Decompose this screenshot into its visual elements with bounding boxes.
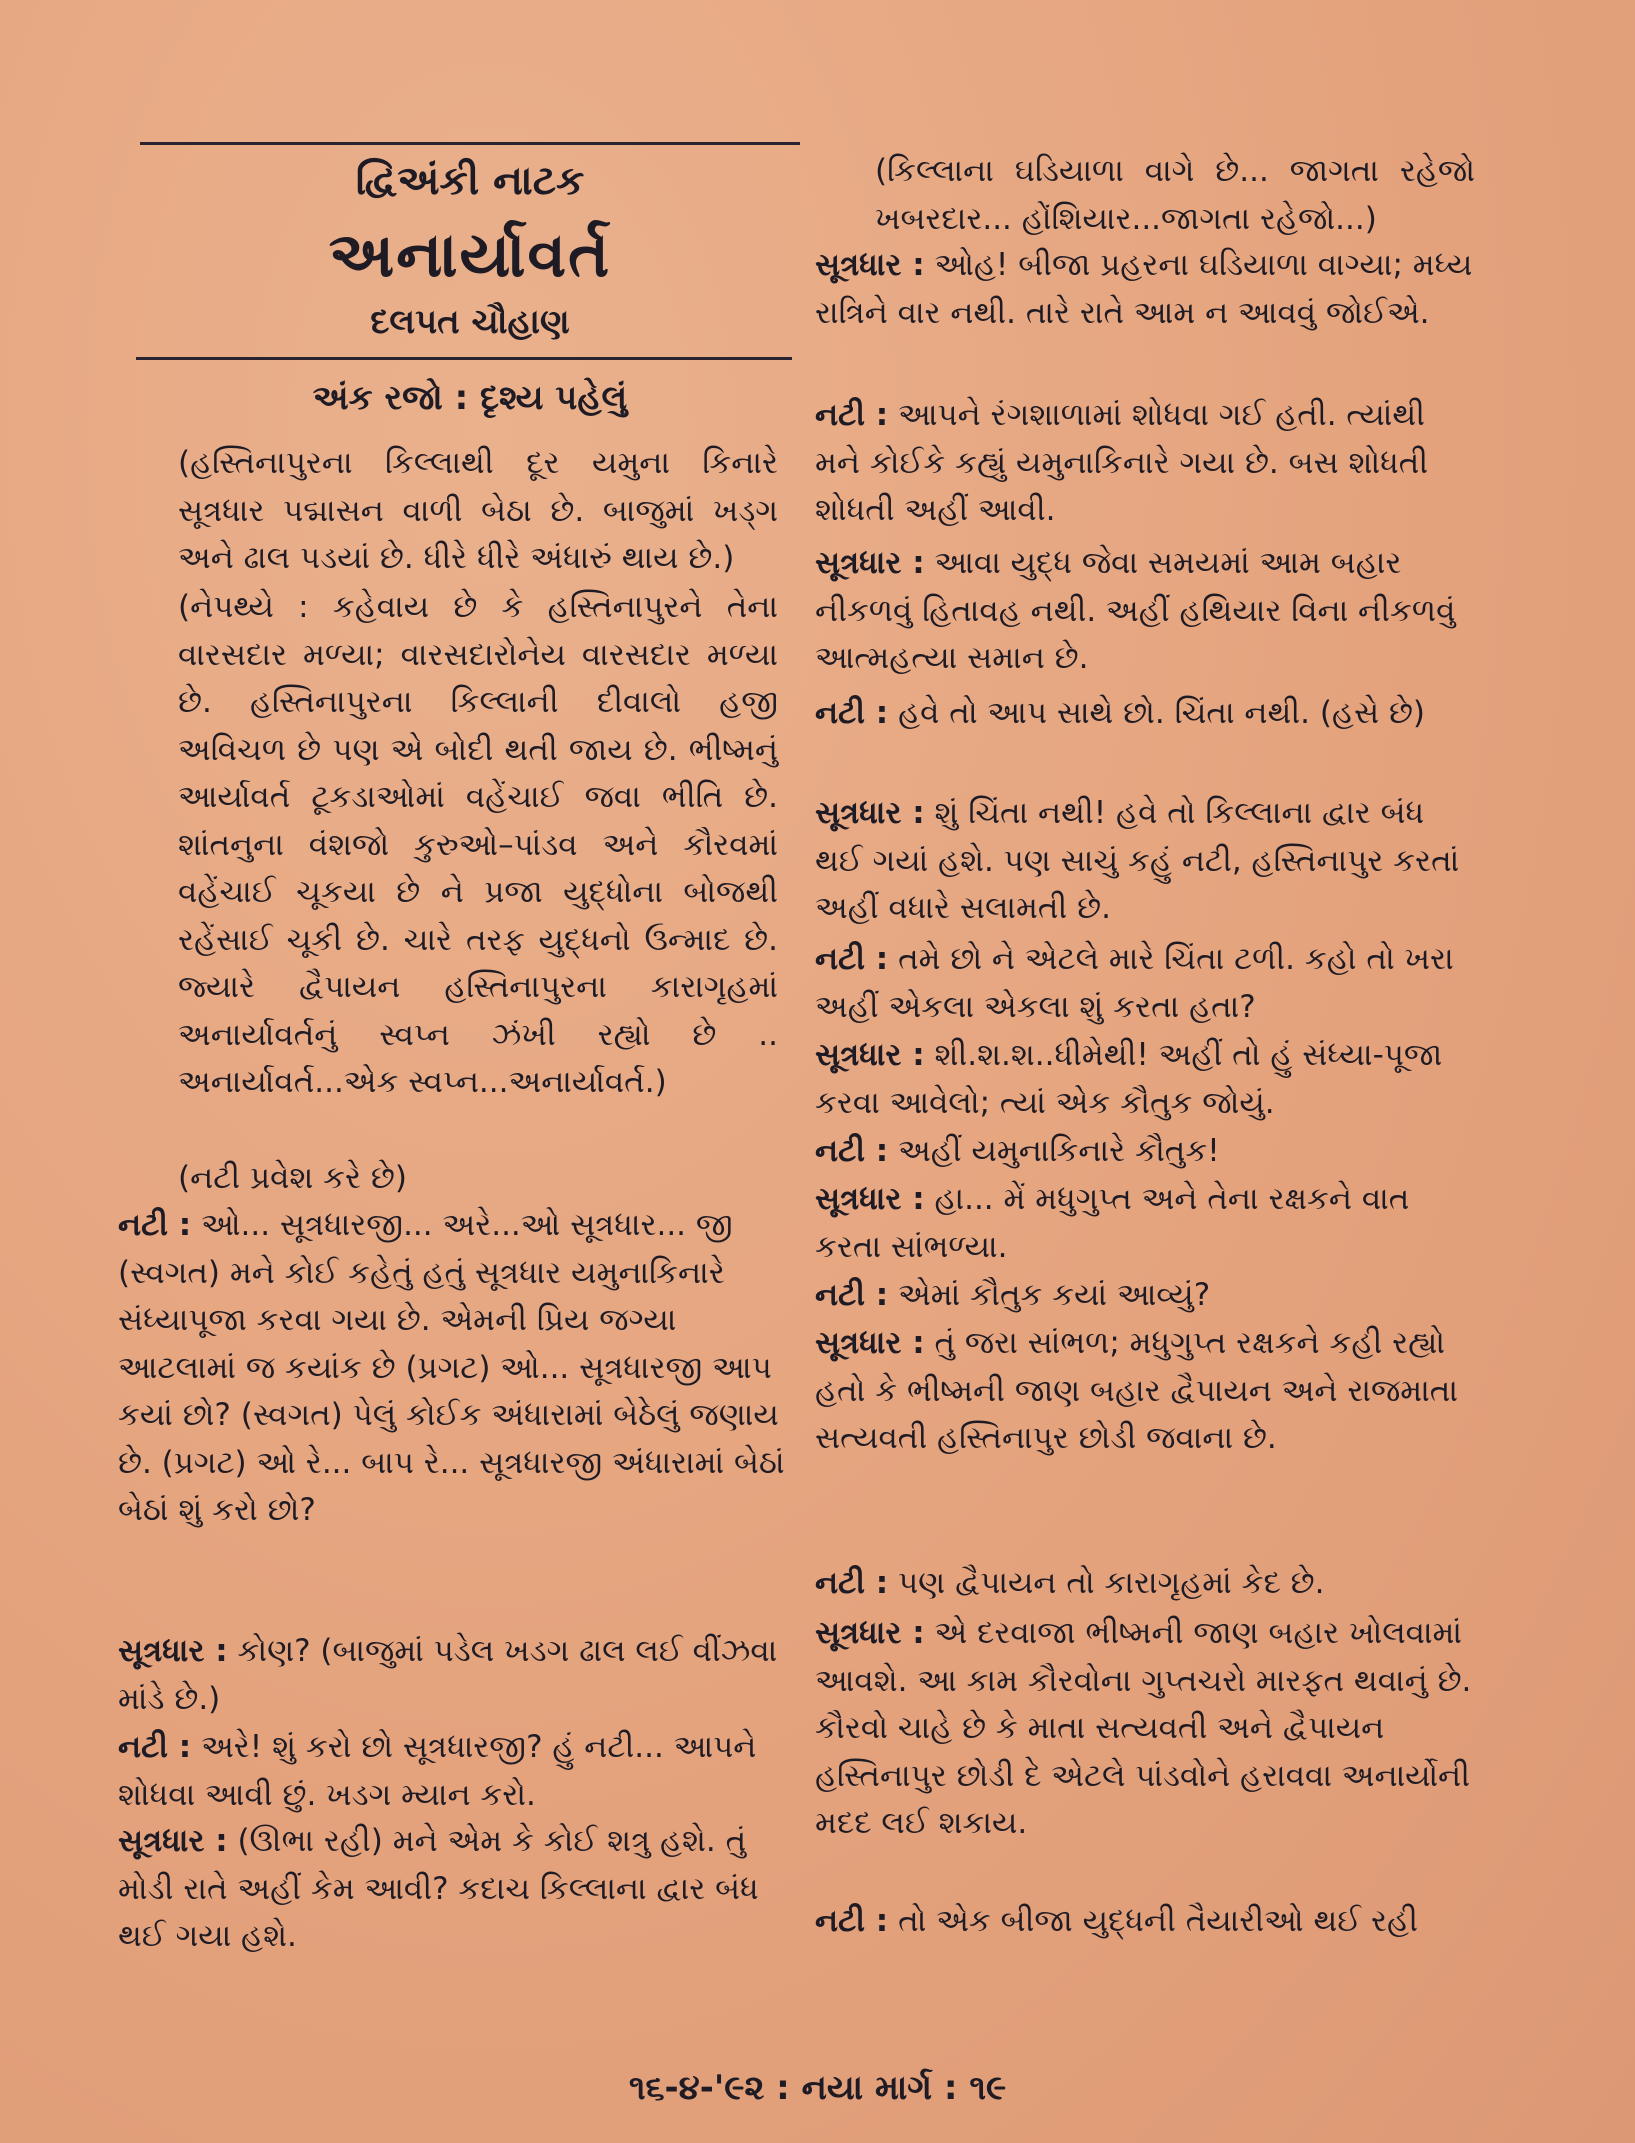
dialogue-text: ઓ... સૂત્રધારજી... અરે...ઓ સૂત્રધાર... જી (સ્વગત) મને કોઈ કહેતું હતું સૂત્રધાર યમુનાકિનારે સંધ્યાપૂજા કરવા ગયા છે. એમની પ્રિય જગ્યા આટલામાં જ કયાંક છે (પ્રગટ) ઓ... સૂત્રધારજી આપ કયાં છો? (સ્વગત) પેલું કોઈક અંધારામાં બેઠેલું જણાય છે. (પ્રગટ) ઓ રે... બાપ રે... સૂત્રધારજી અંધારામાં બેઠાં બેઠાં શું કરો છો? <box>118 1207 785 1528</box>
dialogue-text: અરે! શું કરો છો સૂત્રધારજી? હું નટી... આપને શોધવા આવી છું. ખડગ મ્યાન કરો. <box>118 1729 757 1813</box>
stage-direction-entry: (નટી પ્રવેશ કરે છે) <box>178 1160 407 1196</box>
dialogue-line <box>118 1202 798 1535</box>
speaker-name: નટી : <box>118 1729 192 1765</box>
dialogue-text: અહીં યમુનાકિનારે કૌતુક! <box>898 1133 1220 1169</box>
stage-direction-opening: (હસ્તિનાપુરના કિલ્લાથી દૂર યમુના કિનારે સૂત્રધાર પદ્માસન વાળી બેઠા છે. બાજુમાં ખડ્ગ અને ઢાલ પડયાં છે. ધીરે ધીરે અંધારું થાય છે.) <box>178 445 778 576</box>
act-scene-heading: અંક રજો : દૃશ્ય પહેલું <box>312 378 628 418</box>
speaker-name: નટી : <box>815 1903 889 1939</box>
dialogue-line <box>815 1176 1473 1271</box>
dialogue-line <box>815 392 1473 535</box>
dialogue-text: આપને રંગશાળામાં શોધવા ગઈ હતી. ત્યાંથી મને કોઈકે કહ્યું યમુનાકિનારે ગયા છે. બસ શોધતી શોધતી અહીં આવી. <box>815 397 1429 528</box>
speaker-name: સૂત્રધાર : <box>815 1181 925 1217</box>
speaker-name: સૂત્રધાર : <box>815 247 925 283</box>
page-footer: ૧૬-૪-'૯૨ : નયા માર્ગ : ૧૯ <box>628 2068 1007 2108</box>
dialogue-line <box>815 1032 1473 1127</box>
dialogue-line <box>815 1560 1473 1608</box>
dialogue-line <box>815 936 1473 1031</box>
play-title: અનાર્યાવર્ત <box>328 218 612 291</box>
stage-direction-offstage: (નેપથ્યે : કહેવાય છે કે હસ્તિનાપુરને તેના વારસદાર મળ્યા; વારસદારોનેય વારસદાર મળ્યા છે. હસ્તિનાપુરના કિલ્લાની દીવાલો હજી અવિચળ છે પણ એ બોદી થતી જાય છે. ભીષ્મનું આર્યાવર્ત ટૂકડાઓમાં વહેંચાઈ જવા ભીતિ છે. શાંતનુના વંશજો કુરુઓ–પાંડવ અને કૌરવમાં વહેંચાઈ ચૂકયા છે ને પ્રજા યુદ્ધોના બોજથી રહેંસાઈ ચૂકી છે. ચારે તરફ યુદ્ધનો ઉન્માદ છે. જ્યારે દ્વૈપાયન હસ્તિનાપુરના કારાગૃહમાં અનાર્યાવર્તનું સ્વપ્ન ઝંખી રહ્યો છે .. અનાર્યાવર્ત...એક સ્વપ્ન...અનાર્યાવર્ત.) <box>178 589 778 1100</box>
speaker-name: નટી : <box>815 397 889 433</box>
speaker-name: સૂત્રધાર : <box>118 1823 228 1859</box>
dialogue-text: એમાં કૌતુક કયાં આવ્યું? <box>898 1277 1211 1313</box>
dialogue-text: હા... મેં મધુગુપ્ત અને તેના રક્ષકને વાત કરતા સાંભળ્યા. <box>815 1181 1410 1265</box>
dialogue-line <box>815 790 1473 933</box>
dialogue-line <box>815 1272 1473 1320</box>
dialogue-text: કોણ? (બાજુમાં પડેલ ખડગ ઢાલ લઈ વીંઝવા માંડે છે.) <box>118 1633 778 1717</box>
speaker-name: સૂત્રધાર : <box>815 795 925 831</box>
dialogue-line <box>815 1320 1473 1463</box>
speaker-name: સૂત્રધાર : <box>815 1615 925 1651</box>
dialogue-text: તો એક બીજા યુદ્ધની તૈયારીઓ થઈ રહી <box>898 1903 1418 1939</box>
speaker-name: નટી : <box>815 941 889 977</box>
dialogue-text: પણ દ્વૈપાયન તો કારાગૃહમાં કેદ છે. <box>898 1565 1325 1601</box>
dialogue-text: (ઊભા રહી) મને એમ કે કોઈ શત્રુ હશે. તું મોડી રાતે અહીં કેમ આવી? કદાચ કિલ્લાના દ્વાર બંધ થઈ ગયા હશે. <box>118 1823 759 1954</box>
dialogue-line <box>815 242 1473 337</box>
dialogue-text: હવે તો આપ સાથે છો. ચિંતા નથી. (હસે છે) <box>898 695 1425 731</box>
speaker-name: નટી : <box>118 1207 192 1243</box>
dialogue-line <box>118 1724 798 1819</box>
speaker-name: સૂત્રધાર : <box>815 545 925 581</box>
dialogue-text: આવા યુદ્ધ જેવા સમયમાં આમ બહાર નીકળવું હિતાવહ નથી. અહીં હથિયાર વિના નીકળવું આત્મહત્યા સમાન છે. <box>815 545 1456 676</box>
play-genre: દ્વિઅંકી નાટક <box>355 158 585 204</box>
speaker-name: સૂત્રધાર : <box>815 1037 925 1073</box>
dialogue-text: ઓહ! બીજા પ્રહરના ઘડિયાળા વાગ્યા; મધ્ય રાત્રિને વાર નથી. તારે રાતે આમ ન આવવું જોઈએ. <box>815 247 1473 331</box>
dialogue-text: શી.શ.શ..ધીમેથી! અહીં તો હું સંધ્યા-પૂજા કરવા આવેલો; ત્યાં એક કૌતુક જોયું. <box>815 1037 1443 1121</box>
dialogue-line <box>118 1818 798 1961</box>
dialogue-line <box>815 1128 1473 1176</box>
stage-direction-bells: (કિલ્લાના ઘડિયાળા વાગે છે... જાગતા રહેજો ખબરદાર... હોંશિયાર...જાગતા રહેજો...) <box>875 153 1475 237</box>
speaker-name: નટી : <box>815 1565 889 1601</box>
speaker-name: સૂત્રધાર : <box>118 1633 228 1669</box>
dialogue-line <box>815 1610 1473 1848</box>
speaker-name: નટી : <box>815 1277 889 1313</box>
header-bottom-rule <box>136 357 792 360</box>
header-top-rule <box>140 142 800 145</box>
dialogue-line <box>815 540 1473 683</box>
dialogue-text: શું ચિંતા નથી! હવે તો કિલ્લાના દ્વાર બંધ થઈ ગયાં હશે. પણ સાચું કહું નટી, હસ્તિનાપુર કરતાં અહીં વધારે સલામતી છે. <box>815 795 1460 926</box>
dialogue-line <box>815 1898 1473 1946</box>
author-name: દલપત ચૌહાણ <box>370 302 570 342</box>
speaker-name: નટી : <box>815 1133 889 1169</box>
dialogue-line <box>815 690 1473 738</box>
dialogue-text: તું જરા સાંભળ; મધુગુપ્ત રક્ષકને કહી રહ્યો હતો કે ભીષ્મની જાણ બહાર દ્વૈપાયન અને રાજમાતા સત્યવતી હસ્તિનાપુર છોડી જવાના છે. <box>815 1325 1458 1456</box>
dialogue-text: એ દરવાજા ભીષ્મની જાણ બહાર ખોલવામાં આવશે. આ કામ કૌરવોના ગુપ્તચરો મારફત થવાનું છે. કૌરવો ચાહે છે કે માતા સત્યવતી અને દ્વૈપાયન હસ્તિનાપુર છોડી દે એટલે પાંડવોને હરાવવા અનાર્યોની મદદ લઈ શકાય. <box>815 1615 1472 1841</box>
dialogue-text: તમે છો ને એટલે મારે ચિંતા ટળી. કહો તો ખરા અહીં એકલા એકલા શું કરતા હતા? <box>815 941 1454 1025</box>
dialogue-line <box>118 1628 798 1723</box>
speaker-name: સૂત્રધાર : <box>815 1325 925 1361</box>
speaker-name: નટી : <box>815 695 889 731</box>
